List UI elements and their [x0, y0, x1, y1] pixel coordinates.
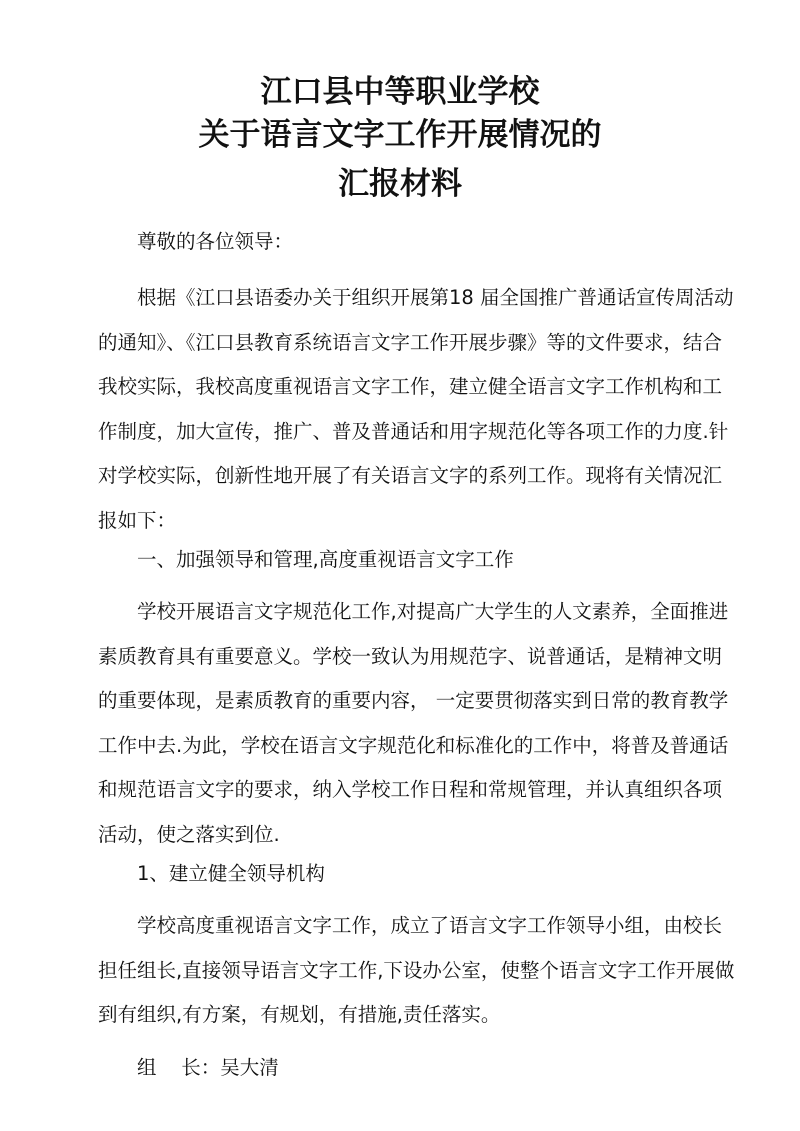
paragraph-line: 学校开展语言文字规范化工作,对提高广大学生的人文素养，全面推进	[137, 600, 729, 623]
group-leader-text: 组 长：吴大清	[137, 1056, 279, 1079]
document-title-line-3: 汇报材料	[338, 166, 462, 202]
paragraph-line: 和规范语言文字的要求，纳入学校工作日程和常规管理，并认真组织各项	[98, 778, 723, 801]
paragraph-line: 到有组织,有方案，有规划，有措施,责任落实。	[98, 1003, 501, 1026]
document-title-line-2: 关于语言文字工作开展情况的	[198, 117, 602, 153]
paragraph-line: 的重要体现，是素质教育的重要内容， 一定要贯彻落实到日常的教育教学	[98, 689, 729, 712]
section-heading-text: 一、加强领导和管理,高度重视语言文字工作	[137, 548, 514, 571]
subsection-heading-text: 1、建立健全领导机构	[137, 862, 325, 885]
group-leader	[98, 1046, 718, 1091]
paragraph-line: 作制度，加大宣传，推广、普及普通话和用字规范化等各项工作的力度.针	[98, 419, 729, 443]
paragraph-line: 我校实际，我校高度重视语言文字工作，建立健全语言文字工作机构和工	[98, 375, 723, 398]
paragraph-line: 工作中去.为此，学校在语言文字规范化和标准化的工作中，将普及普通话	[98, 733, 729, 757]
paragraph-intro	[98, 276, 734, 543]
paragraph-line: 学校高度重视语言文字工作，成立了语言文字工作领导小组，由校长	[137, 914, 723, 937]
salutation-text: 尊敬的各位领导：	[137, 230, 294, 253]
subsection-heading-1	[98, 852, 718, 897]
section-heading-1	[98, 538, 718, 583]
paragraph-line: 素质教育具有重要意义。学校一致认为用规范字、说普通话，是精神文明	[98, 644, 723, 668]
paragraph-line: 担任组长,直接领导语言文字工作,下设办公室，使整个语言文字工作开展做	[98, 958, 735, 982]
paragraph-line: 活动，使之落实到位.	[98, 822, 280, 846]
paragraph-line: 对学校实际，创新性地开展了有关语言文字的系列工作。现将有关情况汇	[98, 464, 723, 487]
salutation	[98, 220, 718, 265]
paragraph-line: 根据《江口县语委办关于组织开展第18 届全国推广普通话宣传周活动	[137, 286, 734, 309]
paragraph-subsection-1	[98, 904, 735, 1038]
paragraph-line: 的通知》、《江口县教育系统语言文字工作开展步骤》等的文件要求，结合	[98, 330, 723, 354]
paragraph-section-1	[98, 590, 729, 857]
document-title-line-1: 江口县中等职业学校	[260, 74, 540, 110]
paragraph-line: 报如下：	[98, 508, 177, 532]
